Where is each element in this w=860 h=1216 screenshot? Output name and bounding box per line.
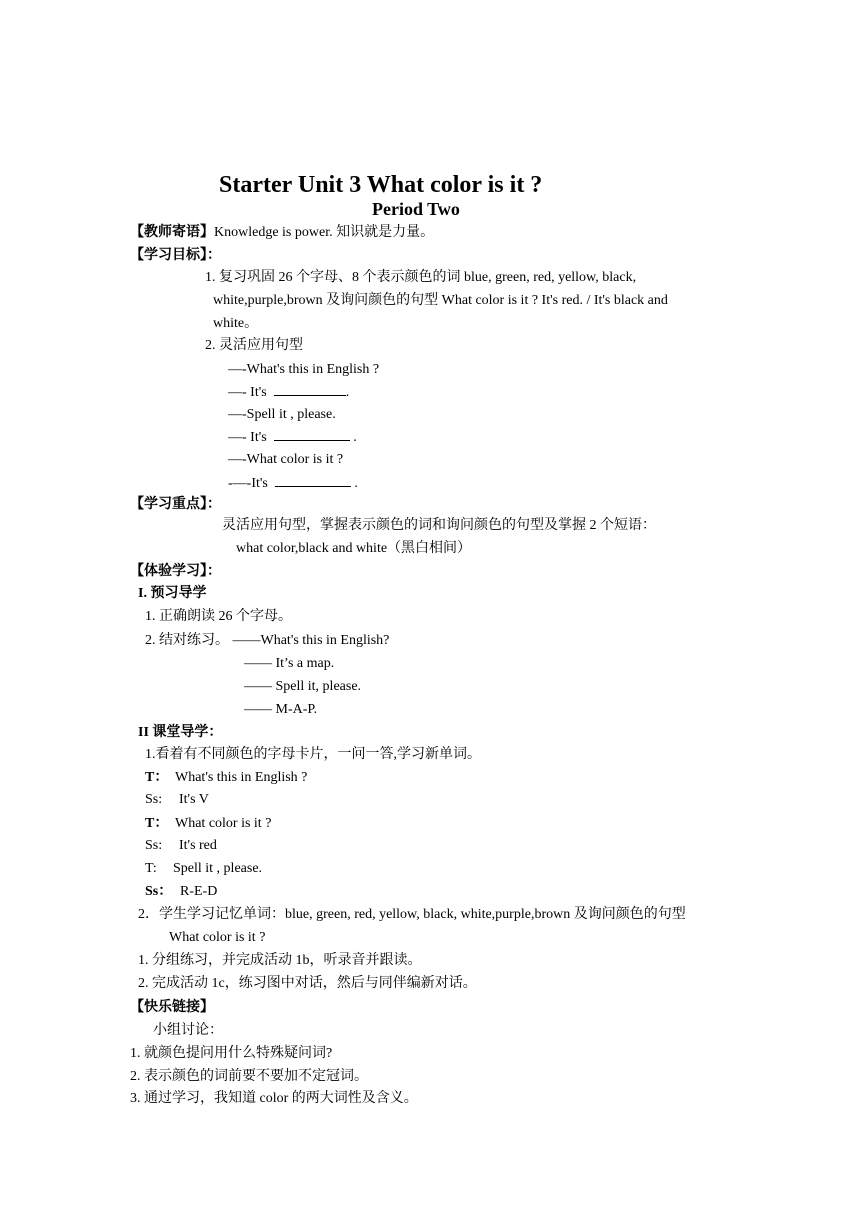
fill-in-blank bbox=[275, 474, 351, 487]
classroom-line: Ss： R-E-D bbox=[145, 884, 218, 899]
motto-label: 【教师寄语】 bbox=[130, 225, 214, 240]
objective-2: 2. 灵活应用句型 bbox=[205, 338, 303, 353]
motto-line bbox=[130, 224, 434, 242]
classroom-line: T： What color is it ? bbox=[145, 816, 272, 831]
happy-link-label: 【快乐链接】 bbox=[130, 1000, 214, 1015]
discussion-question: 1. 就颜色提问用什么特殊疑问词? bbox=[130, 1046, 333, 1061]
section-1-dialogue-line: —— It’s a map. bbox=[244, 656, 335, 671]
classroom-line: T： What's this in English ? bbox=[145, 770, 308, 785]
happy-link-intro: 小组讨论： bbox=[153, 1023, 223, 1038]
fill-in-blank bbox=[274, 383, 346, 396]
section-1-item-1: 1. 正确朗读 26 个字母。 bbox=[145, 609, 292, 624]
classroom-line: Ss: It's V bbox=[145, 792, 209, 807]
classroom-line: T: Spell it , please. bbox=[145, 861, 263, 876]
dialogue-line: —- It's . bbox=[228, 385, 350, 400]
section-2-item-1: 1.看着有不同颜色的字母卡片，一问一答,学习新单词。 bbox=[145, 747, 481, 762]
section-2-title: II 课堂导学： bbox=[138, 725, 223, 740]
dialogue-line: —-What color is it ? bbox=[228, 452, 344, 467]
dialogue-line: —- It's . bbox=[228, 430, 357, 445]
classroom-line: Ss: It's red bbox=[145, 838, 217, 853]
section-2-item-3: 1. 分组练习，并完成活动 1b，听录音并跟读。 bbox=[138, 953, 422, 968]
section-1-title: I. 预习导学 bbox=[138, 586, 207, 601]
section-2-item-4: 2. 完成活动 1c，练习图中对话，然后与同伴编新对话。 bbox=[138, 976, 477, 991]
objectives-label: 【学习目标】： bbox=[130, 248, 221, 263]
objective-1-line-2: white,purple,brown 及询问颜色的句型 What color is it ? It's red. / It's black and bbox=[213, 293, 668, 308]
section-1-item-2: 2. 结对练习。 ——What's this in English? bbox=[145, 633, 390, 648]
objective-1-line-3: white。 bbox=[213, 316, 259, 331]
section-2-item-2-line-2: What color is it ? bbox=[169, 930, 266, 945]
keypoints-line-2: what color,black and white（黑白相间） bbox=[236, 541, 472, 556]
dialogue-line: —-What's this in English ? bbox=[228, 362, 380, 377]
objective-1-line-1: 1. 复习巩固 26 个字母、8 个表示颜色的词 blue, green, red, yellow, black, bbox=[205, 270, 637, 285]
motto-text: Knowledge is power. 知识就是力量。 bbox=[214, 225, 435, 240]
page-title: Starter Unit 3 What color is it ? bbox=[219, 172, 543, 198]
keypoints-line-1: 灵活应用句型，掌握表示颜色的词和询问颜色的句型及掌握 2 个短语： bbox=[222, 518, 656, 533]
experience-label: 【体验学习】： bbox=[130, 564, 221, 579]
page-subtitle: Period Two bbox=[372, 199, 460, 219]
keypoints-label: 【学习重点】： bbox=[130, 497, 221, 512]
discussion-question: 2. 表示颜色的词前要不要加不定冠词。 bbox=[130, 1069, 368, 1084]
dialogue-line: —-Spell it , please. bbox=[228, 407, 336, 422]
discussion-question: 3. 通过学习，我知道 color 的两大词性及含义。 bbox=[130, 1091, 418, 1106]
section-2-item-2-line-1: 2．学生学习记忆单词：blue, green, red, yellow, black, white,purple,brown 及询问颜色的句型 bbox=[138, 907, 686, 922]
fill-in-blank bbox=[274, 428, 350, 441]
section-1-dialogue-line: —— Spell it, please. bbox=[244, 679, 362, 694]
dialogue-line: -—-It's . bbox=[228, 476, 358, 491]
section-1-dialogue-line: —— M-A-P. bbox=[244, 702, 318, 717]
